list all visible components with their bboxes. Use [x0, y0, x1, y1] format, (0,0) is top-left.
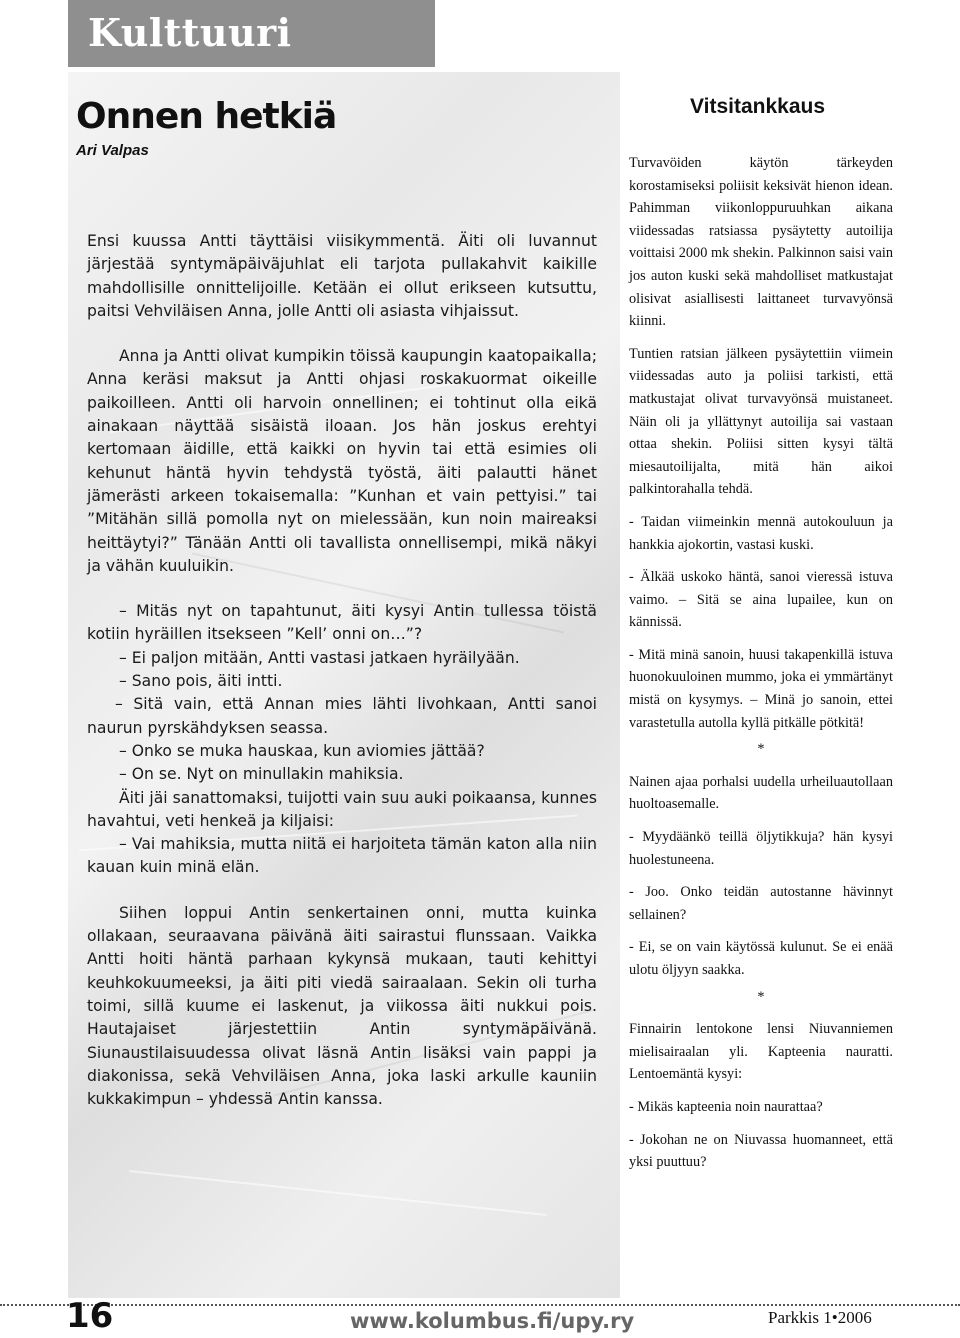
joke-separator: * [757, 988, 765, 1005]
article-paragraph: Siihen loppui Antin senkertainen onni, mutta kuinka ollakaan, seuraavana päivänä äiti sairastui flunssaan. Vaikka Antti hoiti häntä parhaan kykynsä mukaan, tauti kehittyi keuhkokuumeeksi, ja äiti piti viedä sairaalaan. Sekin oli turha toimi, sillä kuume ei laskenut, ja viikossa äiti nukkui pois. Hautajaiset järjestettiin Antin syntymäpäivänä. Siunaustilaisuudessa olivat läsnä Antin lisäksi vain pappi ja diakonissa, sekä Vehviläisen Anna, joka laski arkulle kauniin kukkakimpun – yhdessä Antin kanssa. [87, 903, 597, 1109]
issue-label: Parkkis 1•2006 [768, 1308, 872, 1327]
dialogue-line: – Sitä vain, että Annan mies lähti livohkaan, Antti sanoi naurun pyrskähdyksen seassa. [87, 695, 597, 737]
footer-url: www.kolumbus.fi/upy.ry [350, 1309, 635, 1333]
article-paragraph: Anna ja Antti olivat kumpikin töissä kaupungin kaatopaikalla; Anna keräsi maksut ja Antti ohjasi roskakuormat oikeille paikoilleen. Antti oli harvoin onnellinen; ei tohtinut olla eikä ainakaan näyttää sisäistä iloaan. Jos hän joskus erehtyi kertomaan äidille, että kaikki on hyvin tai että esimies oli kehunut häntä hyvin tehdystä työstä, äiti palautti hänet jämerästi arkeen tokaisemalla: ”Kunhan et vain pettyisi.” tai ”Mitähän sillä pomolla nyt on mielessään, kun noin maireaksi heittäytyi?” Tänään Antti oli tavallista onnellisempi, mikä näkyi ja vähän kuuluikin. [87, 347, 597, 575]
joke-paragraph: - Joo. Onko teidän autostanne hävinnyt sellainen? [629, 884, 893, 923]
article-title: Onnen hetkiä [76, 96, 337, 137]
article-paragraph: Äiti jäi sanattomaksi, tuijotti vain suu auki poikaansa, kunnes havahtui, veti henkeä ja kiljaisi: [87, 788, 597, 830]
section-header-band [68, 0, 435, 67]
dialogue-line: – On se. Nyt on minullakin mahiksia. [119, 765, 404, 784]
crumpled-paper-background [68, 72, 620, 1298]
article-body [87, 230, 597, 1111]
joke-paragraph: - Taidan viimeinkin mennä autokouluun ja hankkia ajokortin, vastasi kuski. [629, 513, 893, 553]
section-title: Kulttuuri [88, 10, 292, 55]
article-paragraph: Ensi kuussa Antti täyttäisi viisikymmentä. Äiti oli luvannut järjestää syntymäpäiväjuhlat eli tarjota pullakahvit kaikille mahdollisille onnittelijoille. Ketään ei ollut erikseen kutsuttu, paitsi Vehviläisen Anna, jolle Antti oli asiasta vihjaissut. [87, 232, 597, 320]
dialogue-line: – Vai mahiksia, mutta niitä ei harjoiteta tämän katon alla niin kauan kuin minä elän. [87, 835, 597, 877]
dialogue-line: – Ei paljon mitään, Antti vastasi jatkaen hyräilyään. [119, 648, 520, 667]
joke-paragraph: - Ei, se on vain käytössä kulunut. Se ei enää ulotu öljyyn saakka. [629, 939, 893, 978]
joke-paragraph: - Myydäänkö teillä öljytikkuja? hän kysyi huolestuneena. [629, 829, 893, 868]
dialogue-line: – Onko se muka hauskaa, kun aviomies jättää? [119, 741, 485, 760]
page-number: 16 [66, 1296, 114, 1336]
dialogue-line: – Mitäs nyt on tapahtunut, äiti kysyi Antin tullessa töistä kotiin hyräillen itsekseen ”Kell’ onni on…”? [87, 602, 597, 644]
joke-paragraph: Tuntien ratsian jälkeen pysäytettiin viimein viidessadas auto ja poliisi tarkisti, että matkustajat olivat turvavyönsä muistaneet. Näin oli ja yllättynyt autoilija sai vastaan ottaa shekin. Poliisi sitten kysyi tältä miesautoilijalta, mitä hän aikoi palkintorahalla tehdä. [629, 345, 893, 498]
joke-paragraph: - Mikäs kapteenia noin naurattaa? [629, 1098, 823, 1115]
joke-paragraph: - Älkää uskoko häntä, sanoi vieressä istuva vaimo. – Sitä se aina lupailee, kun on kännissä. [629, 569, 893, 631]
joke-paragraph: Nainen ajaa porhalsi uudella urheiluautollaan huoltoasemalle. [629, 773, 893, 813]
article-author: Ari Valpas [76, 142, 149, 159]
dialogue-line: – Sano pois, äiti intti. [119, 672, 283, 691]
joke-paragraph: Turvavöiden käytön tärkeyden korostamiseksi poliisit keksivät hienon idean. Pahimman viikonloppuruuhkan aikana viidessadas ratsiassa pysäytetty autoilija voittaisi 2000 mk shekin. Palkinnon saisi vain jos auton kuski sekä mahdolliset matkustajat olisivat asiallisesti laittaneet turvavyönsä kiinni. [629, 155, 893, 330]
joke-separator: * [757, 741, 765, 758]
joke-paragraph: Finnairin lentokone lensi Niuvanniemen mielisairaalan yli. Kapteenia nauratti. Lentoemäntä kysyi: [629, 1021, 893, 1083]
footer-divider [0, 1304, 960, 1306]
sidebar-jokes [629, 152, 893, 1184]
sidebar-title: Vitsitankkaus [690, 95, 826, 118]
joke-paragraph: - Jokohan ne on Niuvassa huomanneet, että yksi puuttuu? [629, 1131, 893, 1171]
joke-paragraph: - Mitä minä sanoin, huusi takapenkillä istuva huonokuuloinen mummo, joka ei ymmärtänyt mistä on kysymys. – Minä jo sanoin, ettei varastetulla autolla kyllä pitkälle pötkitä! [629, 646, 893, 731]
